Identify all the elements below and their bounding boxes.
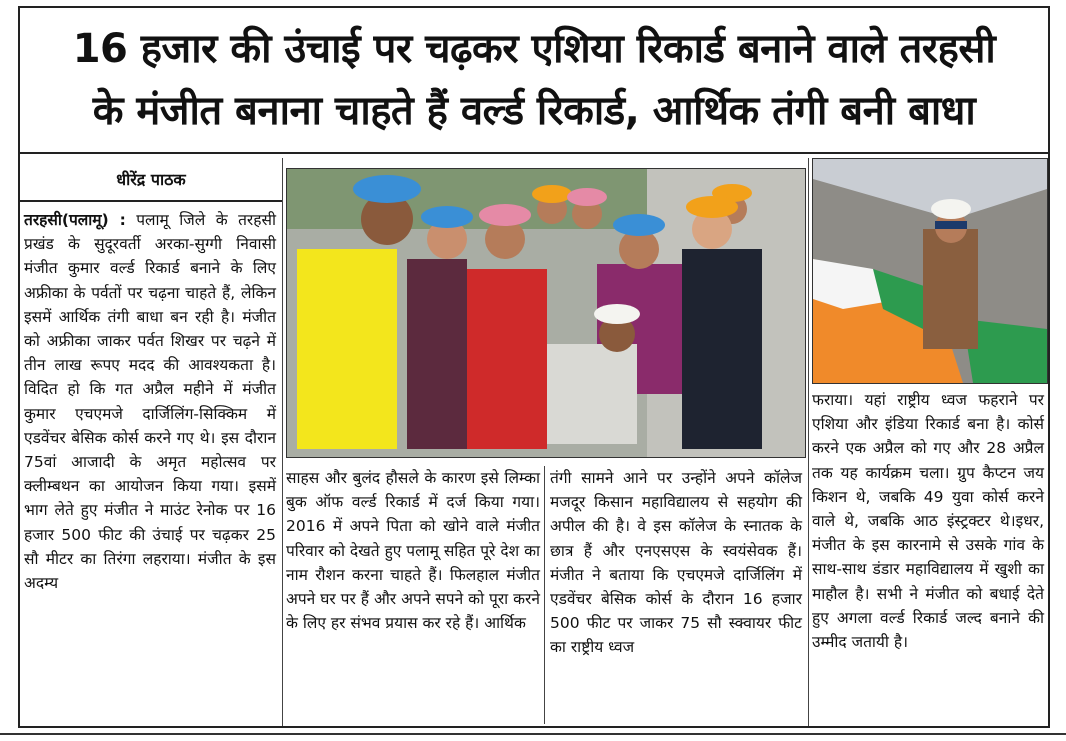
column-divider (282, 158, 283, 726)
headline-line-2: के मंजीत बनाना चाहते हैं वर्ल्ड रिकार्ड, आर्थिक तंगी बनी बाधा (92, 88, 976, 134)
group-climbers-illustration (287, 169, 805, 457)
climber-flag-illustration (813, 159, 1047, 383)
article-text-col2: साहस और बुलंद हौसले के कारण इसे लिम्का बुक ऑफ वर्ल्ड रिकार्ड में दर्ज किया गया। 2016 में अपने पिता को खोने वाले मंजीत परिवार को देखते हुए पलामू सहित पूरे देश का नाम रौशन करना चाहते हैं। फिलहाल मंजीत अपने घर पर हैं और अपने सपने को पूरा करने के लिए हर संभव प्रयास कर रहे हैं। आर्थिक (286, 469, 540, 633)
newspaper-clipping (18, 6, 1050, 728)
article-text-col1: पलामू जिले के तरहसी प्रखंड के सुदूरवर्ती अरका-सुग्गी निवासी मंजीत कुमार वर्ल्ड रिकार्ड बनाने के लिए अफ्रीका के पर्वतों पर चढ़ना चाहते हैं, लेकिन इसमें आर्थिक तंगी बाधा बन रही है। मंजीत को अफ्रीका जाकर पर्वत शिखर पर चढ़ने में तीन लाख रूपए मदद की आवश्यकता है। विदित हो कि गत अप्रैल महीने में मंजीत कुमार एचएमजे दार्जिलिंग-सिक्किम में एडवेंचर बेसिक कोर्स करने गए थे। इस दौरान 75वां आजादी के अमृत महोत्सव पर क्लीम्बथन का आयोजन किया गया। इसमें भाग लेते हुए मंजीत ने माउंट रेनोक पर 16 हजार 500 फीट की उंचाई पर चढ़कर 25 सौ मीटर का तिरंगा लहराया। मंजीत के इस अदम्य (24, 211, 276, 593)
column-divider (544, 466, 545, 724)
article-column-2 (286, 466, 540, 724)
group-climbers-photo (286, 168, 806, 458)
byline (20, 158, 282, 202)
headline-line-1: 16 हजार की उंचाई पर चढ़कर एशिया रिकार्ड बनाने वाले तरहसी (72, 26, 996, 72)
article-column-3 (550, 466, 802, 724)
climber-flag-photo (812, 158, 1048, 384)
column-divider (808, 158, 809, 726)
dateline: तरहसी(पलामू) : (24, 211, 126, 229)
article-text-col3: तंगी सामने आने पर उन्होंने अपने कॉलेज मजदूर किसान महाविद्यालय से सहयोग की अपील की है। वे इस कॉलेज के स्नातक के छात्र हैं और एनएसएस के स्वयंसेवक हैं।मंजीत ने बताया कि एचएमजे दार्जिलिंग में एडवेंचर बेसिक कोर्स के दौरान 16 हजार 500 फीट पर जाकर 75 सौ स्क्वायर फीट का राष्ट्रीय ध्वज (550, 469, 802, 657)
article-column-1 (24, 208, 276, 723)
bottom-rule (0, 733, 1066, 735)
article-column-4 (812, 388, 1044, 724)
headline (20, 8, 1048, 154)
byline-author: धीरेंद्र पाठक (116, 170, 186, 189)
article-text-col4: फराया। यहां राष्ट्रीय ध्वज फहराने पर एशिया और इंडिया रिकार्ड बना है। कोर्स करने एक अप्रैल को गए और 28 अप्रैल तक यह कार्यक्रम चला। ग्रुप कैप्टन जय किशन थे, जबकि 49 युवा कोर्स करने वाले थे, जबकि आठ इंस्ट्रक्टर थे।इधर, मंजीत के इस कारनामे से उसके गांव के साथ-साथ डंडार महाविद्यालय में खुशी का माहौल है। सभी ने मंजीत को बधाई देते हुए अगला वर्ल्ड रिकार्ड जल्द बनाने की उम्मीद जतायी है। (812, 391, 1044, 652)
